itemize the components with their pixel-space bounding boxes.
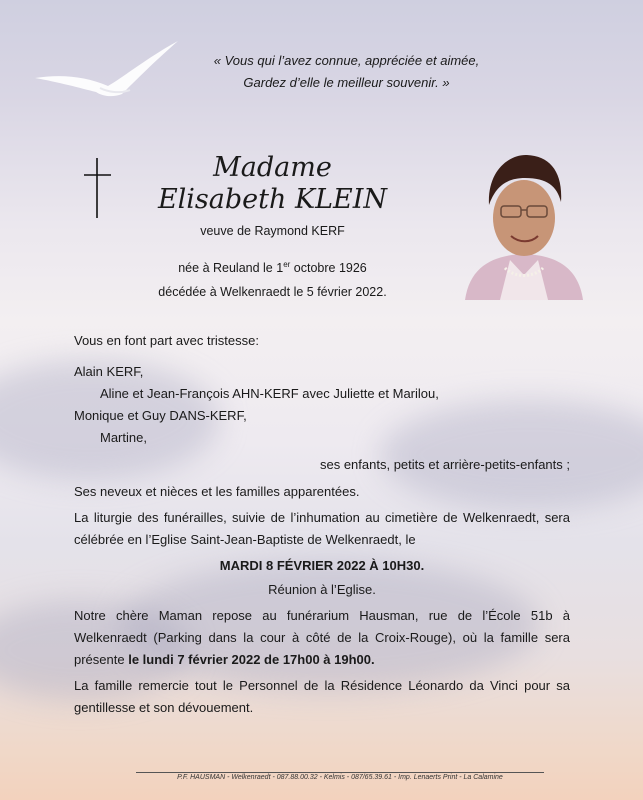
footer-divider (136, 772, 544, 773)
deceased-title: Madame (213, 152, 332, 183)
descendants-line: ses enfants, petits et arrière-petits-enfants ; (319, 457, 570, 472)
deceased-name: Elisabeth KLEIN (157, 184, 388, 215)
visitation-body: Notre chère Maman repose au funérarium Hausman, rue de l’École 51b à Welkenraedt (Parking dans la cour à côté de la Croix-Rouge), où la famille sera présente (74, 608, 570, 667)
family-member: Aline et Jean-François AHN-KERF avec Juliette et Marilou, (100, 386, 439, 401)
birth-line (140, 253, 405, 280)
family-member: Alain KERF, (74, 364, 144, 379)
visitation-when: le lundi 7 février 2022 de 17h00 à 19h00. (128, 652, 375, 667)
intro-text: Vous en font part avec tristesse: (74, 333, 259, 348)
announcement (74, 330, 570, 719)
family-member: Monique et Guy DANS-KERF, (74, 408, 247, 423)
deceased-header (140, 152, 405, 238)
visitation-text (74, 605, 570, 671)
widow-of: veuve de Raymond KERF (200, 224, 345, 238)
memorial-quote (25, 50, 643, 94)
death-line: décédée à Welkenraedt le 5 février 2022. (158, 285, 387, 300)
birth-year: octobre 1926 (290, 261, 367, 276)
family-member: Martine, (100, 430, 147, 445)
life-dates (140, 253, 405, 304)
portrait-photo (465, 150, 583, 300)
birth-sup: er (283, 260, 291, 269)
ceremony-datetime: MARDI 8 FÉVRIER 2022 À 10H30. (219, 558, 425, 573)
relatives-line: Ses neveux et nièces et les familles apparentées. (74, 484, 360, 499)
thanks-text: La famille remercie tout le Personnel de la Résidence Léonardo da Vinci pour sa gentillesse et son dévouement. (74, 678, 570, 715)
meeting-place: Réunion à l’Eglise. (268, 582, 376, 597)
footer-credits: P.F. HAUSMAN - Welkenraedt - 087.88.00.32 - Kelmis - 087/65.39.61 - Imp. Lenaerts Print - La Calamine (177, 774, 503, 781)
quote-line: « Vous qui l’avez connue, appréciée et aimée, (213, 53, 480, 68)
ceremony-text: La liturgie des funérailles, suivie de l’inhumation au cimetière de Welkenraedt, sera célébrée en l’Eglise Saint-Jean-Baptiste de Welkenraedt, le (74, 510, 570, 547)
quote-line: Gardez d’elle le meilleur souvenir. » (243, 75, 450, 90)
cross-icon (83, 158, 113, 220)
birth-text: née à Reuland le 1 (178, 261, 284, 276)
